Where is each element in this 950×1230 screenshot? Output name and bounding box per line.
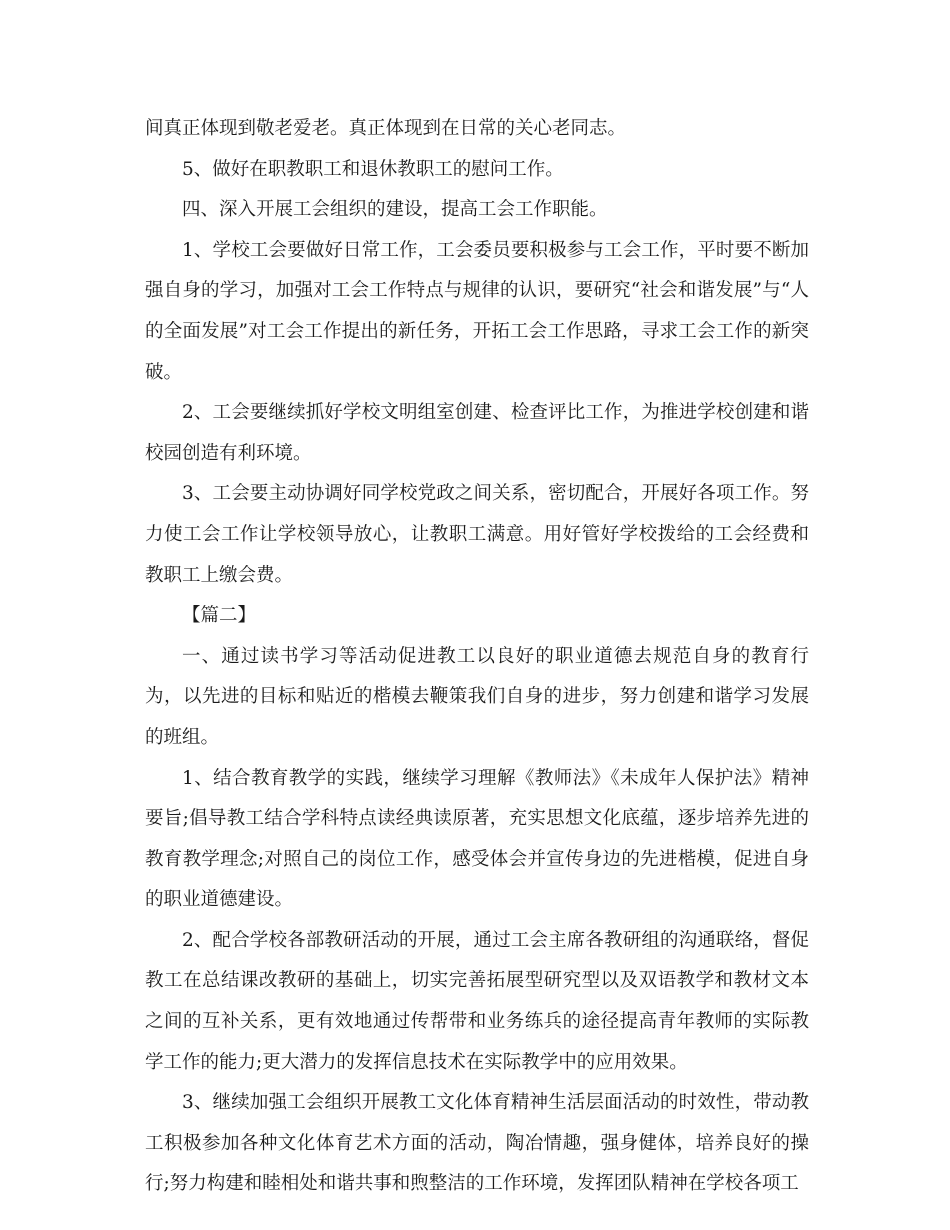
- paragraph: [145, 921, 809, 1083]
- text-line: 1、结合教育教学的实践，继续学习理解《教师法》《未成年人保护法》精神: [182, 767, 810, 789]
- text-line: 强自身的学习，加强对工会工作特点与规律的认识，要研究“社会和谐发展”与“人: [145, 280, 810, 302]
- text-line: 一、通过读书学习等活动促进教工以良好的职业道德去规范自身的教育行: [182, 645, 811, 667]
- text-line: 之间的互补关系，更有效地通过传帮带和业务练兵的途径提高青年教师的实际教: [145, 1011, 810, 1033]
- document-body: [145, 109, 809, 1205]
- text-line: 教工在总结课改教研的基础上，切实完善拓展型研究型以及双语教学和教材文本: [145, 970, 810, 992]
- text-line: 校园创造有利环境。: [145, 442, 312, 464]
- text-line: 2、工会要继续抓好学校文明组室创建、检查评比工作，为推进学校创建和谐: [182, 402, 810, 424]
- paragraph: [145, 231, 809, 393]
- text-line: 3、继续加强工会组织开展教工文化体育精神生活层面活动的时效性，带动教: [182, 1092, 810, 1114]
- paragraph: [145, 759, 809, 921]
- text-line: 【篇二】: [182, 605, 257, 627]
- text-line: 四、深入开展工会组织的建设，提高工会工作职能。: [182, 199, 608, 221]
- text-line: 5、做好在职教职工和退休教职工的慰问工作。: [182, 158, 564, 180]
- paragraph: [145, 474, 809, 596]
- text-line: 间真正体现到敬老爱老。真正体现到在日常的关心老同志。: [145, 118, 627, 139]
- text-line: 教育教学理念;对照自己的岗位工作，感受体会并宣传身边的先进楷模，促进自身: [145, 848, 810, 870]
- paragraph: [145, 1083, 809, 1205]
- text-line: 教职工上缴会费。: [145, 564, 294, 586]
- paragraph: [145, 637, 809, 759]
- text-line: 工积极参加各种文化体育艺术方面的活动，陶冶情趣，强身健体，培养良好的操: [145, 1132, 810, 1154]
- text-line: 为，以先进的目标和贴近的楷模去鞭策我们自身的进步，努力创建和谐学习发展: [145, 686, 810, 708]
- paragraph: [145, 150, 809, 191]
- text-line: 的全面发展”对工会工作提出的新任务，开拓工会工作思路，寻求工会工作的新突: [145, 320, 810, 342]
- text-line: 行;努力构建和睦相处和谐共事和煦整洁的工作环境，发挥团队精神在学校各项工: [145, 1173, 799, 1195]
- text-line: 要旨;倡导教工结合学科特点读经典读原著，充实思想文化底蕴，逐步培养先进的: [145, 808, 810, 830]
- text-line: 破。: [145, 361, 183, 383]
- text-line: 的职业道德建设。: [145, 889, 294, 911]
- text-line: 3、工会要主动协调好同学校党政之间关系，密切配合，开展好各项工作。努: [182, 483, 810, 505]
- text-line: 力使工会工作让学校领导放心，让教职工满意。用好管好学校拨给的工会经费和: [145, 523, 810, 545]
- text-line: 2、配合学校各部教研活动的开展，通过工会主席各教研组的沟通联络，督促: [182, 929, 810, 951]
- paragraph: [145, 109, 809, 150]
- paragraph: [145, 596, 809, 637]
- text-line: 1、学校工会要做好日常工作，工会委员要积极参与工会工作，平时要不断加: [182, 239, 810, 261]
- paragraph: [145, 393, 809, 474]
- text-line: 的班组。: [145, 726, 220, 748]
- text-line: 学工作的能力;更大潜力的发挥信息技术在实际教学中的应用效果。: [145, 1051, 688, 1073]
- paragraph: [145, 190, 809, 231]
